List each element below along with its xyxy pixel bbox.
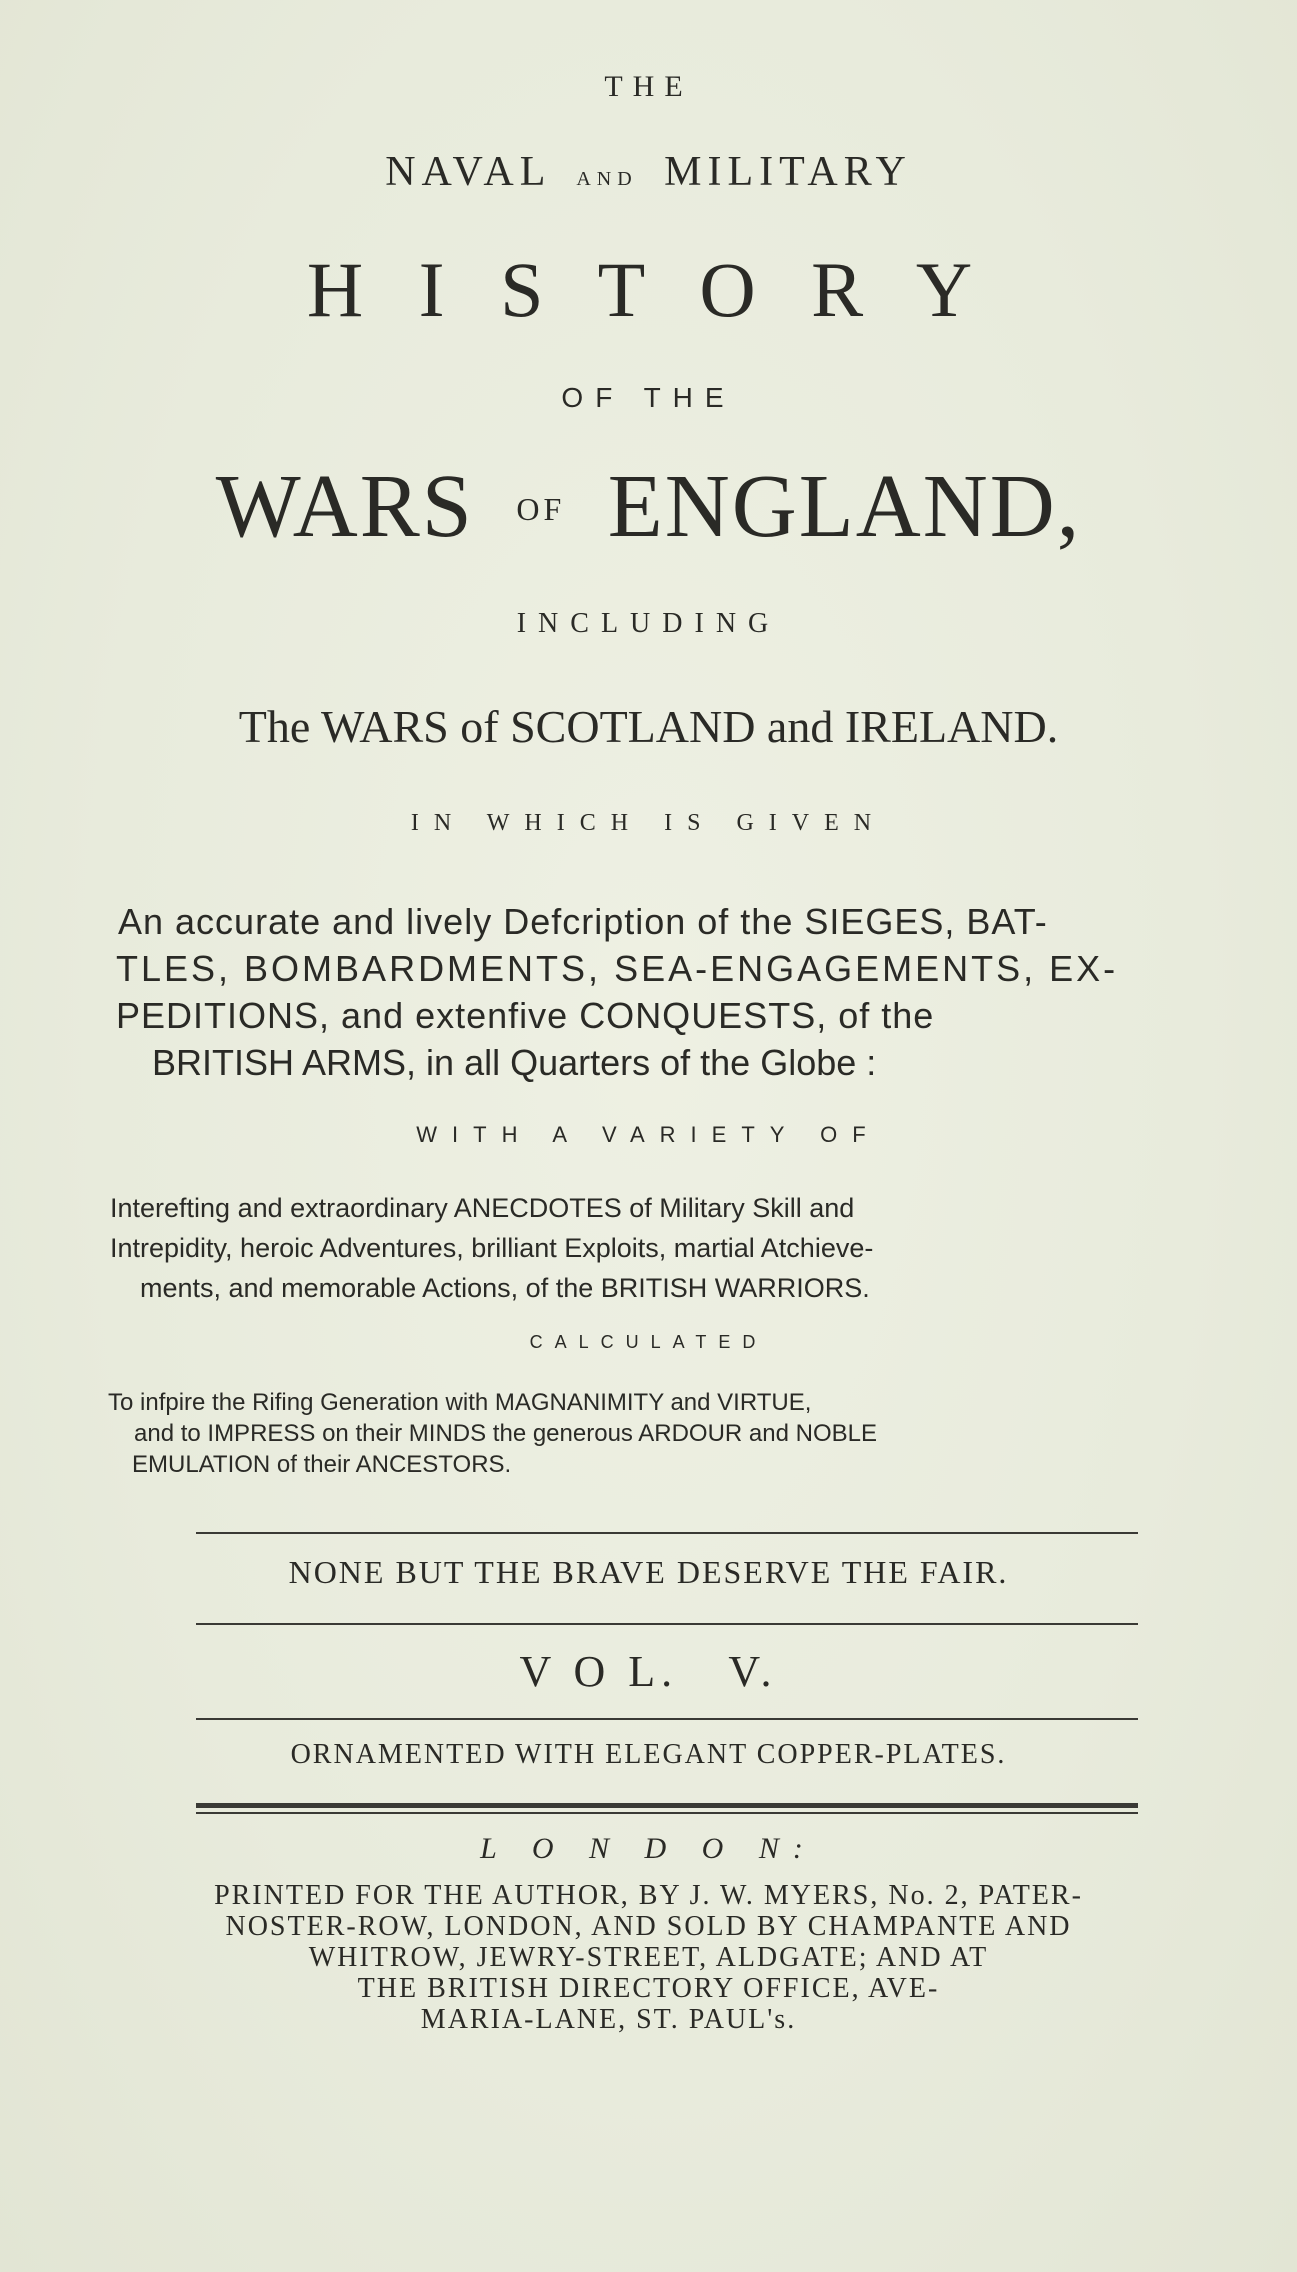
and-word: AND xyxy=(576,168,638,190)
divider-rule xyxy=(196,1532,1138,1534)
imprint-line: NOSTER-ROW, LONDON, AND SOLD BY CHAMPANTE AND xyxy=(225,1911,1072,1942)
calculated-heading: CALCULATED xyxy=(529,1332,768,1352)
intro-paragraph xyxy=(0,898,1297,1086)
intro-heading: IN WHICH IS GIVEN xyxy=(410,810,887,836)
variety-line: Intrepidity, heroic Adventures, brilliant Exploits, martial Atchieve- xyxy=(110,1233,874,1263)
divider-rule xyxy=(196,1718,1138,1720)
calculated-paragraph xyxy=(0,1387,1297,1480)
divider-rule xyxy=(196,1623,1138,1625)
england-word: ENGLAND, xyxy=(607,457,1082,556)
title-including: INCLUDING xyxy=(516,608,781,639)
calculated-line: EMULATION of their ANCESTORS. xyxy=(132,1451,512,1478)
military-word: MILITARY xyxy=(664,149,912,195)
intro-line: TLES, BOMBARDMENTS, SEA-ENGAGEMENTS, EX- xyxy=(116,948,1119,989)
variety-paragraph xyxy=(0,1188,1297,1308)
volume-number: V O L. V. xyxy=(519,1647,778,1696)
ornament-note: ORNAMENTED WITH ELEGANT COPPER-PLATES. xyxy=(290,1739,1007,1770)
title-of-the: OF THE xyxy=(561,382,736,413)
imprint-line: PRINTED FOR THE AUTHOR, BY J. W. MYERS, No. 2, PATER- xyxy=(214,1880,1083,1911)
title-history: H I S T O R Y xyxy=(306,246,991,333)
intro-line: BRITISH ARMS, in all Quarters of the Globe : xyxy=(152,1042,877,1083)
of-word: OF xyxy=(516,491,566,527)
title-wars-of-england xyxy=(0,455,1297,558)
variety-line: ments, and memorable Actions, of the BRITISH WARRIORS. xyxy=(140,1273,870,1303)
variety-heading: WITH A VARIETY OF xyxy=(416,1122,881,1147)
intro-line: An accurate and lively Defcription of the SIEGES, BAT- xyxy=(118,901,1048,942)
variety-line: Interefting and extraordinary ANECDOTES of Military Skill and xyxy=(110,1193,855,1223)
wars-word: WARS xyxy=(215,457,474,556)
imprint-city: L O N D O N: xyxy=(480,1832,817,1865)
naval-word: NAVAL xyxy=(385,149,550,195)
intro-line: PEDITIONS, and extenfive CONQUESTS, of the xyxy=(116,995,935,1036)
subtitle: The WARS of SCOTLAND and IRELAND. xyxy=(238,701,1059,752)
calculated-line: To infpire the Rifing Generation with MAGNANIMITY and VIRTUE, xyxy=(108,1389,812,1416)
imprint-line: MARIA-LANE, ST. PAUL's. xyxy=(420,2004,797,2035)
calculated-line: and to IMPRESS on their MINDS the generous ARDOUR and NOBLE xyxy=(134,1420,878,1447)
title-naval-military xyxy=(0,148,1297,196)
double-rule-thick xyxy=(196,1803,1138,1808)
double-rule-thin xyxy=(196,1812,1138,1814)
motto: NONE BUT THE BRAVE DESERVE THE FAIR. xyxy=(288,1554,1009,1590)
imprint-block xyxy=(0,1880,1297,2035)
title-the: THE xyxy=(604,70,693,103)
imprint-line: WHITROW, JEWRY-STREET, ALDGATE; AND AT xyxy=(308,1942,989,1973)
imprint-line: THE BRITISH DIRECTORY OFFICE, AVE- xyxy=(357,1973,940,2004)
